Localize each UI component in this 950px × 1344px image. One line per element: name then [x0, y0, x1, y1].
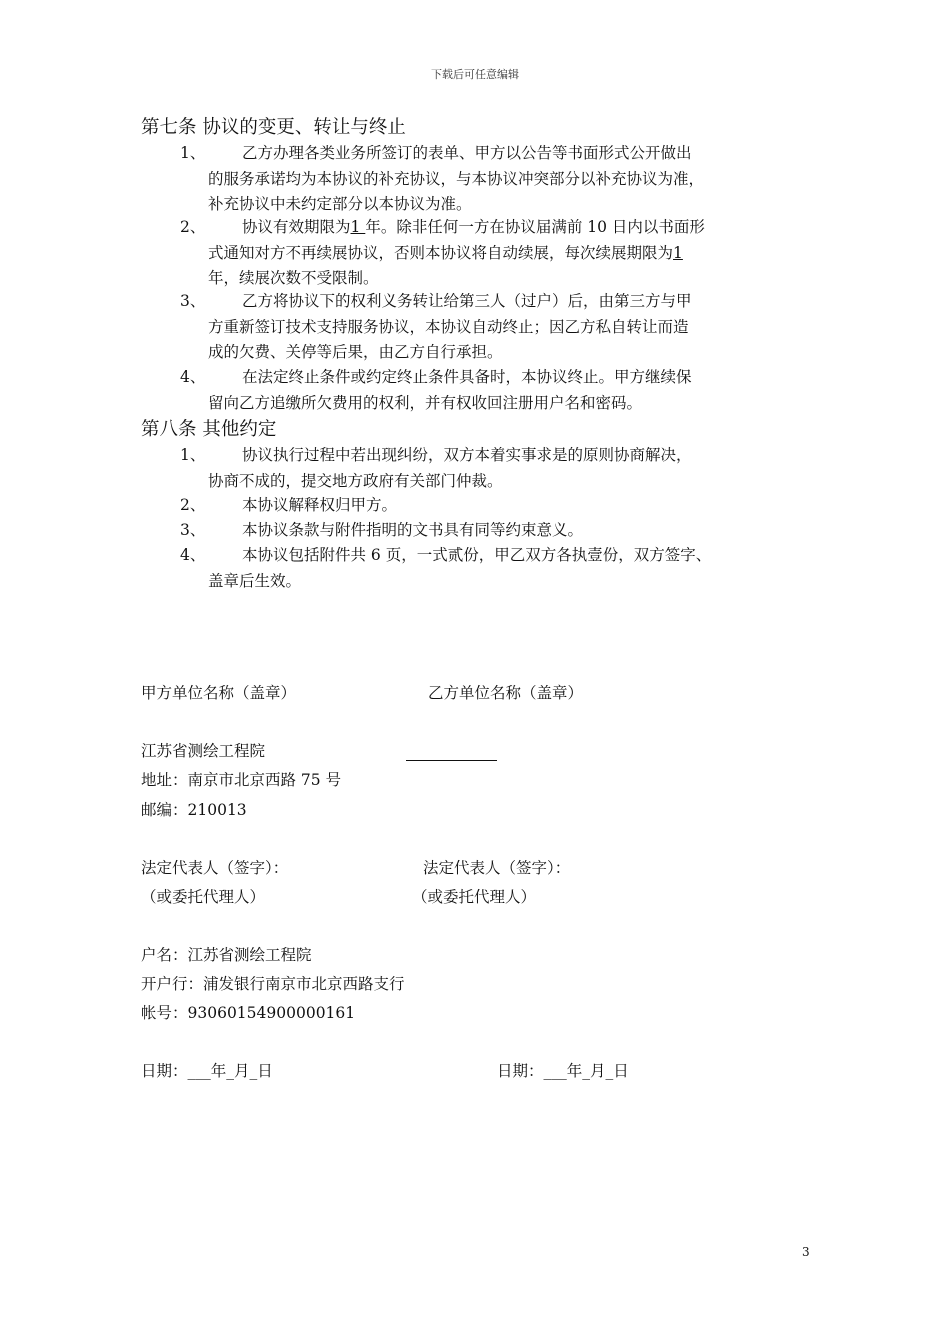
article-7-item-1 [180, 141, 820, 218]
party-a-name: 江苏省测绘工程院 [141, 742, 266, 760]
item-number: 4、 [180, 368, 206, 386]
article-7-item-3 [180, 289, 820, 366]
party-a-postcode: 邮编：210013 [141, 801, 247, 819]
article-8-heading: 第八条 其他约定 [141, 419, 277, 440]
party-b-name-blank [406, 760, 497, 761]
item-text-line: 本协议包括附件共 6 页，一式贰份，甲乙双方各执壹份，双方签字、 [242, 546, 712, 564]
party-b-agent: （或委托代理人） [412, 888, 537, 906]
article-8-item-3 [180, 518, 820, 544]
renewal-term-value: 1 [673, 243, 683, 262]
party-a-label: 甲方单位名称（盖章） [141, 684, 297, 702]
item-number: 4、 [180, 546, 206, 564]
article-7-item-4 [180, 365, 820, 416]
item-text-line: 成的欠费、关停等后果，由乙方自行承担。 [208, 343, 503, 361]
item-text-line: 补充协议中未约定部分以本协议为准。 [208, 195, 472, 213]
item-text-line: 方重新签订技术支持服务协议，本协议自动终止；因乙方私自转让而造 [208, 317, 689, 336]
party-a-agent: （或委托代理人） [141, 888, 266, 906]
item-number: 3、 [180, 292, 206, 310]
item-text-line: 式通知对方不再续展协议，否则本协议将自动续展，每次续展期限为1 [208, 243, 683, 262]
bank-name: 开户行：浦发银行南京市北京西路支行 [141, 975, 405, 993]
item-number: 1、 [180, 144, 206, 162]
item-text-line: 在法定终止条件或约定终止条件具备时，本协议终止。甲方继续保 [242, 368, 692, 386]
item-number: 1、 [180, 446, 206, 464]
item-text-line: 协议执行过程中若出现纠纷，双方本着实事求是的原则协商解决， [242, 446, 692, 464]
item-number: 3、 [180, 521, 206, 539]
page-number: 3 [802, 1245, 810, 1259]
article-7-item-2 [180, 215, 820, 292]
party-b-date: 日期：___年_月_日 [497, 1062, 629, 1080]
account-name: 户名：江苏省测绘工程院 [141, 946, 312, 964]
item-number: 2、 [180, 496, 206, 514]
item-text-line: 年，续展次数不受限制。 [208, 269, 379, 287]
party-b-representative: 法定代表人（签字）： [423, 859, 571, 877]
party-a-date: 日期：___年_月_日 [141, 1062, 273, 1080]
item-text-line: 本协议解释权归甲方。 [242, 496, 398, 514]
item-text-line: 乙方将协议下的权利义务转让给第三人（过户）后，由第三方与甲 [242, 292, 692, 310]
article-8-item-2 [180, 493, 820, 519]
item-text-line: 留向乙方追缴所欠费用的权利，并有权收回注册用户名和密码。 [208, 393, 643, 412]
article-8-item-4 [180, 543, 820, 594]
item-text-line: 协商不成的，提交地方政府有关部门仲裁。 [208, 471, 503, 490]
item-text-line: 本协议条款与附件指明的文书具有同等约束意义。 [242, 521, 584, 539]
party-a-representative: 法定代表人（签字）： [141, 859, 289, 877]
account-number: 帐号：93060154900000161 [141, 1004, 356, 1022]
page-header: 下载后可任意编辑 [431, 68, 519, 81]
item-text-line: 乙方办理各类业务所签订的表单、甲方以公告等书面形式公开做出 [242, 144, 692, 162]
article-7-heading: 第七条 协议的变更、转让与终止 [141, 117, 406, 138]
term-value: 1 [350, 218, 366, 236]
item-text-line: 的服务承诺均为本协议的补充协议，与本协议冲突部分以补充协议为准， [208, 169, 705, 188]
party-a-address: 地址：南京市北京西路 75 号 [141, 771, 342, 789]
article-8-item-1 [180, 443, 820, 494]
item-text-line: 协议有效期限为1 年。除非任何一方在协议届满前 10 日内以书面形 [242, 218, 705, 236]
item-text-line: 盖章后生效。 [208, 571, 302, 590]
party-b-label: 乙方单位名称（盖章） [428, 684, 584, 702]
item-number: 2、 [180, 218, 206, 236]
